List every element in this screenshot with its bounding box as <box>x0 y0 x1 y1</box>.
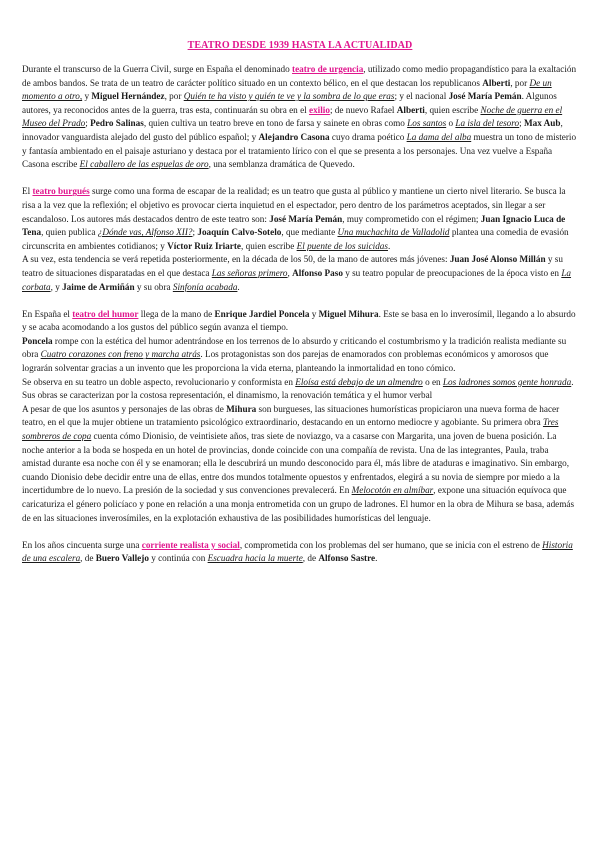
document-page <box>22 40 578 566</box>
page-title: TEATRO DESDE 1939 HASTA LA ACTUALIDAD <box>187 40 413 51</box>
work-title: Los santos <box>407 118 447 129</box>
work-title: La corbata <box>22 267 572 292</box>
paragraph-teatro-humor: En España el teatro del humor llega de la mano de Enrique Jardiel Poncela y Miguel Mihura. Este se basa en lo inverosímil, llegando a lo absurdo y se acaba acomodando a los gustos del público según avanza el tiempo. <box>22 308 576 333</box>
paragraph-teatro-urgencia: Durante el transcurso de la Guerra Civil, surge en España el denominado teatro de urgencia, utilizado como medio propagandístico para la exaltación de ambos bandos. Se trata de un teatro de carácter político situado en un contexto bélico, en el que destacan los republicanos Alberti, por De un momento a otro, y Miguel Hernández, por Quién te ha visto y quién te ve y la sombra de lo que eras; y el nacional José María Pemán. Algunos autores, ya reconocidos antes de la guerra, tras esta, continuarán su obra en el exilio; de nuevo Rafael Alberti, quien escribe Noche de guerra en el Museo del Prado; Pedro Salinas, quien cultiva un teatro breve en tono de farsa y sainete en obras como Los santos o La isla del tesoro; Max Aub, innovador vanguardista alejado del gusto del público español; y Alejandro Casona cuyo drama poético La dama del alba muestra un tono de misterio y fantasía ambientado en el paisaje asturiano y destaca por el tratamiento lírico con el que se presenta a los personajes. Una vez vuelve a España Casona escribe El caballero de las espuelas de oro, una semblanza dramática de Quevedo. <box>22 64 577 170</box>
author-name: Alfonso Paso <box>292 267 343 278</box>
work-title: Una muchachita de Valladolid <box>337 227 450 238</box>
highlight-term: teatro de urgencia <box>292 64 364 74</box>
paragraph-poncela: Poncela rompe con la estética del humor adentrándose en los terrenos de lo absurdo y criticando el costumbrismo y la tradición realista mediante su obra Cuatro corazones con freno y marcha atrás. Los protagonistas son dos parejas de enamorados con problemas económicos y amorosos que lograrán solventar gracias a un invento que les proporciona la vida eterna, planteando la inmortalidad en tono cómico. <box>22 335 567 374</box>
work-title: Las señoras primero <box>211 267 288 278</box>
work-title: Historia de una escalera <box>22 539 573 564</box>
work-title: De un momento a otro, <box>22 77 552 102</box>
work-title: ¿Dónde vas, Alfonso XII? <box>97 227 193 238</box>
author-name: José María Pemán <box>448 91 522 102</box>
paragraph-teatro-burgues: El teatro burgués surge como una forma de escapar de la realidad; es un teatro que gusta al público y mantiene un cierto nivel literario. Se busca la risa a la vez que la reflexión; el objetivo es provocar cierta inquietud en el espectador, pero dentro de los parámetros aceptados, sin llegar a ser escandaloso. Los autores más destacados dentro de este teatro son: José María Pemán, muy comprometido con el régimen; Juan Ignacio Luca de Tena, quien publica ¿Dónde vas, Alfonso XII?; Joaquín Calvo-Sotelo, que mediante Una muchachita de Valladolid plantea una comedia de evasión circunscrita en ambientes cotidianos; y Víctor Ruiz Iriarte, quien escribe El puente de los suicidas. <box>22 186 569 251</box>
paragraph-mihura: A pesar de que los asuntos y personajes de las obras de Mihura son burgueses, las situaciones humorísticas propiciaron una nueva forma de hacer teatro, en el que la mujer obtiene un tratamiento psicológico extraordinario, destacando en un entorno mediocre y agobiante. Su primera obra Tres sombreros de copa cuenta cómo Dionisio, de veintisiete años, tras siete de noviazgo, va a casarse con Margarita, una joven de buena posición. La noche anterior a la boda se hospeda en un hotel de provincias, donde coincide con una compañía de revista. Una de las integrantes, Paula, traba amistad durante esa noche con él y se enamoran; ella le descubrirá un mundo desconocido para él, más libre de ataduras e imaginativo. Sin embargo, cuando Dionisio debe decidir entre una de ellas, entre dos mundos totalmente opuestos y enfrentados, elegirá a su novia de siempre por miedo a la incertidumbre de lo nuevo. La presión de la sociedad y sus convenciones prevalecerá. En Melocotón en almíbar, expone una situación equívoca que caricaturiza el género policíaco y pone en relación a una monja entrometida con un grupo de ladrones. El humor en la obra de Mihura se basa, además de en las situaciones inverosímiles, en la explotación exhaustiva de las posibilidades humorísticas del lenguaje. <box>22 403 575 523</box>
author-name: Víctor Ruiz Iriarte <box>167 240 241 251</box>
author-name: Poncela <box>22 335 53 346</box>
work-title: Eloísa está debajo de un almendro <box>295 376 423 387</box>
author-name: José María Pemán <box>269 213 343 224</box>
author-name: Mihura <box>226 403 257 414</box>
paragraph-gap <box>22 172 578 186</box>
author-name: Miguel Hernández <box>91 91 165 102</box>
author-name: Alejandro Casona <box>258 131 330 142</box>
work-title: Noche de guerra en el Museo del Prado <box>22 104 563 129</box>
author-name: Alfonso Sastre <box>318 553 376 564</box>
author-name: Alberti <box>482 77 511 88</box>
paragraph-poncela-obras: Se observa en su teatro un doble aspecto, revolucionario y conformista en Eloísa está debajo de un almendro o en Los ladrones somos gente honrada. Sus obras se caracterizan por la costosa representación, el dinamismo, la renovación temática y el humor verbal <box>22 376 574 401</box>
author-name: Pedro Salinas <box>90 118 144 129</box>
work-title: Cuatro corazones con freno y marcha atrás <box>40 349 201 360</box>
work-title: Escuadra hacia la muerte <box>207 553 303 564</box>
author-name: Miguel Mihura <box>318 308 379 319</box>
highlight-term: teatro burgués <box>32 186 90 197</box>
paragraph-teatro-burgues-50s: A su vez, esta tendencia se verá repetida posteriormente, en la década de los 50, de la mano de autores más jóvenes: Juan José Alonso Millán y su teatro de situaciones disparatadas en el que destaca Las señoras primero, Alfonso Paso y su teatro popular de preocupaciones de la época visto en La corbata, y Jaime de Armiñán y su obra Sinfonía acabada. <box>22 254 572 292</box>
author-name: Juan José Alonso Millán <box>449 254 546 265</box>
author-name: Alberti <box>396 104 425 115</box>
work-title: La dama del alba <box>406 131 472 142</box>
work-title: Tres sombreros de copa <box>22 417 559 442</box>
author-name: Joaquín Calvo-Sotelo <box>197 227 282 238</box>
highlight-term: corriente realista y social <box>141 539 240 550</box>
work-title: El caballero de las espuelas de oro <box>79 159 209 170</box>
work-title: La isla del tesoro <box>455 118 520 129</box>
author-name: Juan Ignacio Luca de Tena <box>22 213 566 238</box>
paragraph-gap <box>22 294 578 308</box>
author-name: Jaime de Armiñán <box>62 281 135 292</box>
highlight-term: exilio <box>309 104 330 115</box>
author-name: Max Aub <box>523 118 561 129</box>
work-title: Quién te ha visto y quién te ve y la sombra de lo que eras <box>183 91 395 102</box>
author-name: Buero Vallejo <box>95 553 149 564</box>
work-title: Sinfonía acabada <box>172 281 238 292</box>
author-name: Enrique Jardiel Poncela <box>214 308 310 319</box>
paragraph-corriente-realista: En los años cincuenta surge una corriente realista y social, comprometida con los problemas del ser humano, que se inicia con el estreno de Historia de una escalera, de Buero Vallejo y continúa con Escuadra hacia la muerte, de Alfonso Sastre. <box>22 539 573 564</box>
work-title: Los ladrones somos gente honrada <box>442 376 572 387</box>
work-title: Melocotón en almíbar <box>351 485 434 496</box>
paragraph-gap <box>22 525 578 539</box>
work-title: El puente de los suicidas <box>296 240 388 251</box>
highlight-term: teatro del humor <box>72 308 139 319</box>
